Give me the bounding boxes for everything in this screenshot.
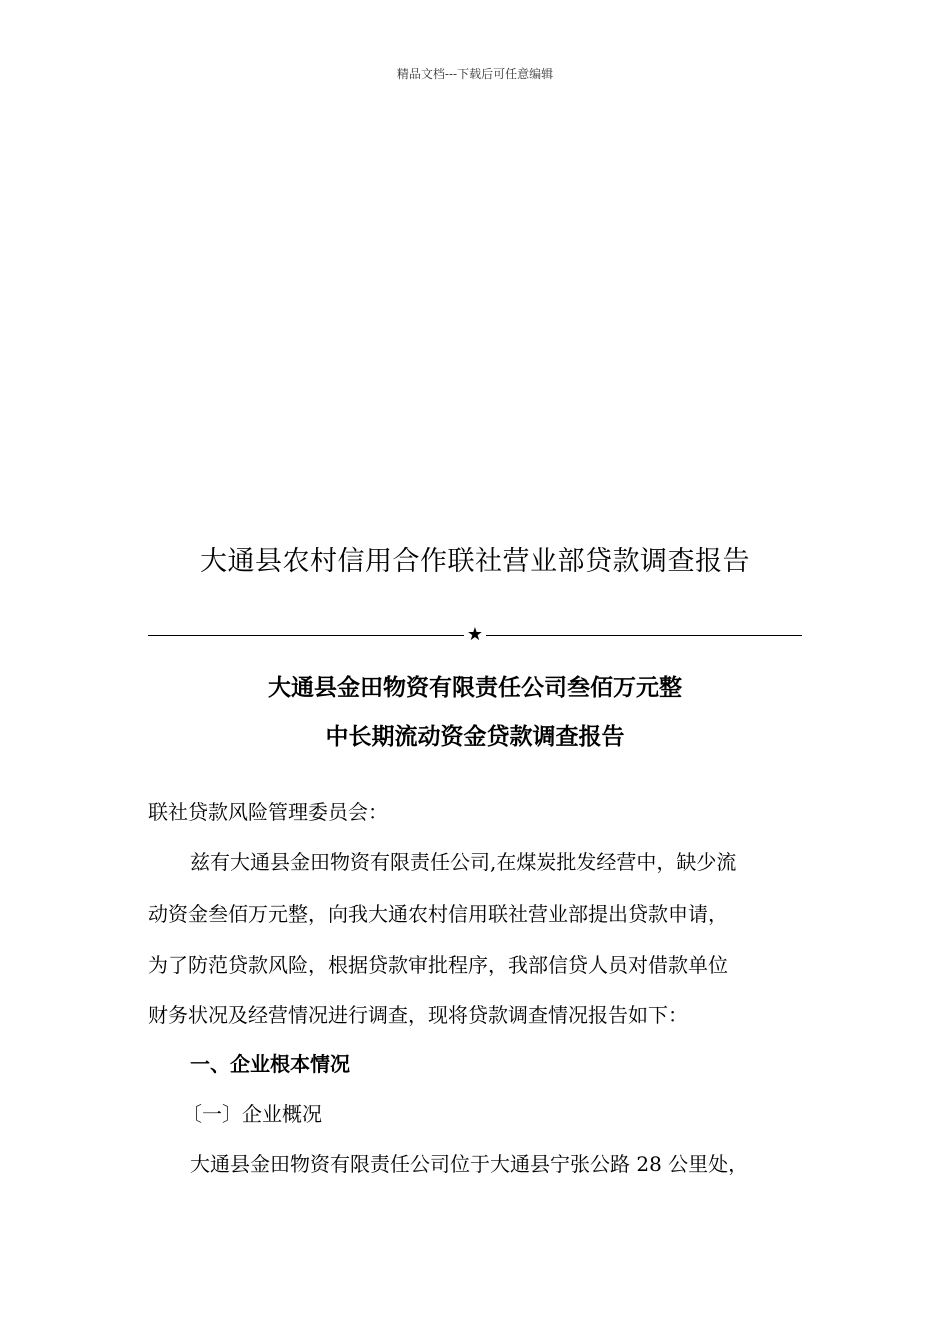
- paragraph-1-line-2: 动资金叁佰万元整，向我大通农村信用联社营业部提出贷款申请，: [148, 902, 728, 926]
- salutation: 联社贷款风险管理委员会：: [148, 800, 388, 824]
- star-icon: ★: [466, 624, 484, 645]
- title-divider: [148, 624, 802, 646]
- report-title: 大通县农村信用合作联社营业部贷款调查报告: [200, 546, 750, 577]
- page-watermark: 精品文档---下载后可任意编辑: [396, 67, 554, 81]
- subtitle-line-1: 大通县金田物资有限责任公司叁佰万元整: [268, 675, 682, 701]
- divider-line-right: [486, 635, 802, 636]
- subtitle-line-2: 中长期流动资金贷款调查报告: [325, 724, 625, 750]
- paragraph-1-line-3: 为了防范贷款风险，根据贷款审批程序，我部信贷人员对借款单位: [148, 953, 728, 977]
- subsection-heading-1: 〔一〕企业概况: [182, 1102, 322, 1126]
- paragraph-2-line-1: 大通县金田物资有限责任公司位于大通县宁张公路 28 公里处，: [190, 1152, 749, 1176]
- divider-line-left: [148, 635, 464, 636]
- section-heading-1: 一、企业根本情况: [190, 1052, 350, 1076]
- paragraph-1-line-4: 财务状况及经营情况进行调查，现将贷款调查情况报告如下：: [148, 1003, 688, 1027]
- paragraph-1-line-1: 兹有大通县金田物资有限责任公司,在煤炭批发经营中，缺少流: [190, 850, 737, 874]
